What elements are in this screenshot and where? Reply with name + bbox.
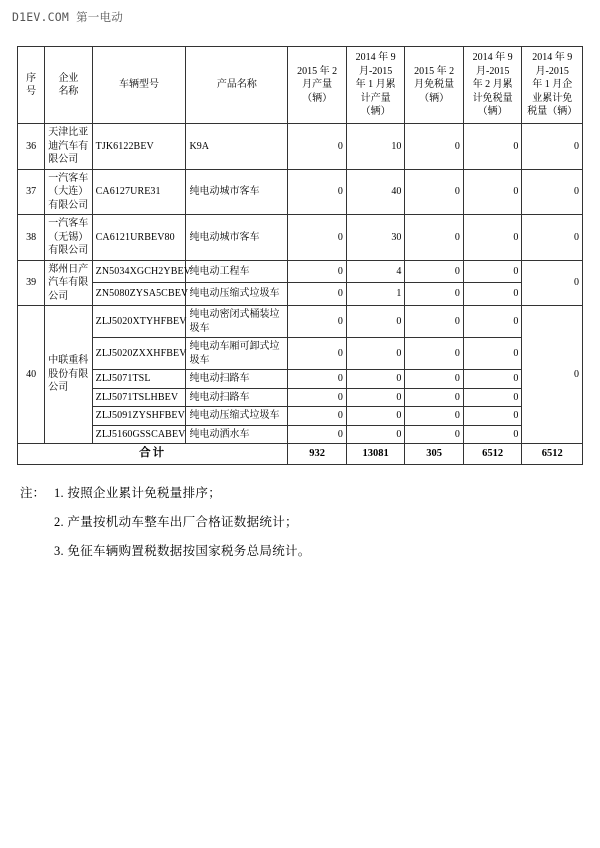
table-row [18, 338, 583, 370]
table-row [18, 124, 583, 170]
column-header-feb-exempt [405, 47, 464, 124]
enterprise-cumulative-exempt-value: 0 [522, 124, 583, 170]
cumulative-exempt-value: 0 [463, 124, 522, 170]
column-header-index [18, 47, 45, 124]
cumulative-output-value: 0 [346, 388, 405, 407]
product-name: 纯电动扫路车 [186, 388, 288, 407]
feb-output-value: 0 [288, 370, 347, 389]
header-line: 名称 [58, 86, 79, 97]
enterprise-cumulative-exempt-value: 0 [522, 306, 583, 444]
vehicle-model: ZN5080ZYSA5CBEV [92, 283, 186, 306]
footnote-text: 2. 产量按机动车整车出厂合格证数据统计； [54, 514, 298, 529]
column-header-model [92, 47, 186, 124]
feb-exempt-value: 0 [405, 407, 464, 426]
footnote-line [17, 516, 583, 530]
cumulative-exempt-value: 0 [463, 283, 522, 306]
column-header-company [45, 47, 92, 124]
feb-output-value: 0 [288, 124, 347, 170]
table-body [18, 124, 583, 444]
company-name: 天津比亚迪汽车有限公司 [45, 124, 92, 170]
row-index: 40 [18, 306, 45, 444]
header-line: 业累计免 [532, 92, 573, 104]
table-row [18, 388, 583, 407]
column-header-feb-output [288, 47, 347, 124]
company-name: 中联重科股份有限公司 [45, 306, 92, 444]
product-name: 纯电动城市客车 [186, 215, 288, 261]
vehicle-model: ZN5034XGCH2YBEV [92, 260, 186, 283]
column-header-cumulative-exempt [463, 47, 522, 124]
cumulative-output-value: 4 [346, 260, 405, 283]
feb-output-value: 0 [288, 388, 347, 407]
cumulative-output-value: 40 [346, 169, 405, 215]
footnote-prefix: 注： [20, 486, 46, 500]
row-index: 37 [18, 169, 45, 215]
header-line: 车辆型号 [119, 79, 160, 91]
feb-output-value: 0 [288, 169, 347, 215]
cumulative-exempt-value: 0 [463, 407, 522, 426]
cumulative-exempt-value: 0 [463, 306, 522, 338]
header-line: 2014 年 9 [532, 52, 573, 64]
cumulative-output-value: 10 [346, 124, 405, 170]
footnote-text: 1. 按照企业累计免税量排序； [54, 486, 222, 500]
table-row [18, 215, 583, 261]
product-name: 纯电动压缩式垃圾车 [186, 283, 288, 306]
feb-exempt-value: 0 [405, 425, 464, 444]
table-row [18, 370, 583, 389]
header-line: 2015 年 2 [297, 65, 338, 77]
enterprise-cumulative-exempt-value: 0 [522, 215, 583, 261]
vehicle-model: CA6121URBEV80 [92, 215, 186, 261]
cumulative-output-value: 0 [346, 425, 405, 444]
total-feb-exempt: 305 [405, 444, 464, 465]
total-label: 合计 [18, 444, 288, 465]
feb-exempt-value: 0 [405, 388, 464, 407]
feb-exempt-value: 0 [405, 370, 464, 389]
vehicle-model: ZLJ5071TSLHBEV [92, 388, 186, 407]
header-line: 年 2 月累 [472, 79, 513, 91]
footnote-prefix [17, 516, 54, 530]
cumulative-exempt-value: 0 [463, 169, 522, 215]
vehicle-tax-exemption-table [17, 46, 583, 465]
company-name: 郑州日产汽车有限公司 [45, 260, 92, 306]
feb-exempt-value: 0 [405, 124, 464, 170]
cumulative-exempt-value: 0 [463, 338, 522, 370]
header-line: （辆） [477, 106, 508, 118]
product-name: 纯电动压缩式垃圾车 [186, 407, 288, 426]
header-line: 税量（辆） [527, 106, 578, 118]
header-line: 2015 年 2 [414, 65, 455, 77]
enterprise-cumulative-exempt-value: 0 [522, 260, 583, 306]
cumulative-output-value: 1 [346, 283, 405, 306]
product-name: 纯电动密闭式桶装垃圾车 [186, 306, 288, 338]
vehicle-model: ZLJ5020ZXXHFBEV [92, 338, 186, 370]
header-line: 月-2015 [358, 65, 393, 77]
header-line: 计免税量 [472, 92, 513, 104]
feb-exempt-value: 0 [405, 306, 464, 338]
vehicle-model: ZLJ5091ZYSHFBEV [92, 407, 186, 426]
header-line: 2014 年 9 [355, 52, 396, 64]
column-header-product [186, 47, 288, 124]
table-row [18, 306, 583, 338]
header-line: 企业 [58, 72, 79, 84]
total-enterprise-cumulative-exempt: 6512 [522, 444, 583, 465]
header-line: （辆） [302, 92, 333, 104]
table-header-row [18, 47, 583, 124]
feb-exempt-value: 0 [405, 260, 464, 283]
header-line: （辆） [419, 92, 450, 104]
cumulative-output-value: 30 [346, 215, 405, 261]
row-index: 36 [18, 124, 45, 170]
cumulative-exempt-value: 0 [463, 388, 522, 407]
cumulative-output-value: 0 [346, 338, 405, 370]
feb-output-value: 0 [288, 306, 347, 338]
table-total-row [18, 444, 583, 465]
feb-exempt-value: 0 [405, 338, 464, 370]
table-row [18, 407, 583, 426]
footnotes [17, 487, 583, 573]
header-line: 2014 年 9 [472, 52, 513, 64]
product-name: K9A [186, 124, 288, 170]
company-name: 一汽客车（大连）有限公司 [45, 169, 92, 215]
header-line: 月产量 [302, 79, 333, 91]
vehicle-model: ZLJ5020XTYHFBEV [92, 306, 186, 338]
cumulative-output-value: 0 [346, 407, 405, 426]
enterprise-cumulative-exempt-value: 0 [522, 169, 583, 215]
header-line: 计产量 [360, 92, 391, 104]
product-name: 纯电动城市客车 [186, 169, 288, 215]
feb-exempt-value: 0 [405, 283, 464, 306]
product-name: 纯电动扫路车 [186, 370, 288, 389]
cumulative-output-value: 0 [346, 370, 405, 389]
header-line: 产品名称 [216, 79, 257, 91]
cumulative-exempt-value: 0 [463, 215, 522, 261]
header-line: 月-2015 [535, 65, 569, 77]
row-index: 38 [18, 215, 45, 261]
vehicle-model: TJK6122BEV [92, 124, 186, 170]
product-name: 纯电动洒水车 [186, 425, 288, 444]
table-row [18, 169, 583, 215]
row-index: 39 [18, 260, 45, 306]
header-line: 号 [26, 86, 37, 97]
vehicle-model: CA6127URE31 [92, 169, 186, 215]
feb-output-value: 0 [288, 283, 347, 306]
header-line: 年 1 月累 [355, 79, 396, 91]
footnote-text: 3. 免征车辆购置税数据按国家税务总局统计。 [54, 543, 311, 558]
feb-exempt-value: 0 [405, 169, 464, 215]
header-line: 月-2015 [475, 65, 510, 77]
column-header-enterprise-cumulative-exempt [522, 47, 583, 124]
header-line: （辆） [360, 106, 391, 118]
vehicle-model: ZLJ5071TSL [92, 370, 186, 389]
total-cumulative-exempt: 6512 [463, 444, 522, 465]
cumulative-exempt-value: 0 [463, 370, 522, 389]
column-header-cumulative-output [346, 47, 405, 124]
feb-output-value: 0 [288, 338, 347, 370]
vehicle-model: ZLJ5160GSSCABEV [92, 425, 186, 444]
feb-output-value: 0 [288, 407, 347, 426]
product-name: 纯电动工程车 [186, 260, 288, 283]
table-row [18, 283, 583, 306]
cumulative-exempt-value: 0 [463, 425, 522, 444]
footnote-prefix [17, 545, 54, 559]
total-cumulative-output: 13081 [346, 444, 405, 465]
site-watermark: D1EV.COM 第一电动 [12, 10, 123, 24]
table-row [18, 260, 583, 283]
feb-output-value: 0 [288, 260, 347, 283]
table-row [18, 425, 583, 444]
header-line: 年 1 月企 [532, 79, 573, 91]
footnote-line [17, 487, 583, 501]
feb-output-value: 0 [288, 425, 347, 444]
footnote-line [17, 545, 583, 559]
vehicle-tax-exemption-table-container [17, 46, 583, 465]
total-feb-output: 932 [288, 444, 347, 465]
header-line: 序 [26, 72, 37, 84]
table-head [18, 47, 583, 124]
header-line: 月免税量 [414, 79, 455, 91]
feb-exempt-value: 0 [405, 215, 464, 261]
table-foot [18, 444, 583, 465]
feb-output-value: 0 [288, 215, 347, 261]
cumulative-exempt-value: 0 [463, 260, 522, 283]
product-name: 纯电动车厢可卸式垃圾车 [186, 338, 288, 370]
company-name: 一汽客车（无锡）有限公司 [45, 215, 92, 261]
cumulative-output-value: 0 [346, 306, 405, 338]
